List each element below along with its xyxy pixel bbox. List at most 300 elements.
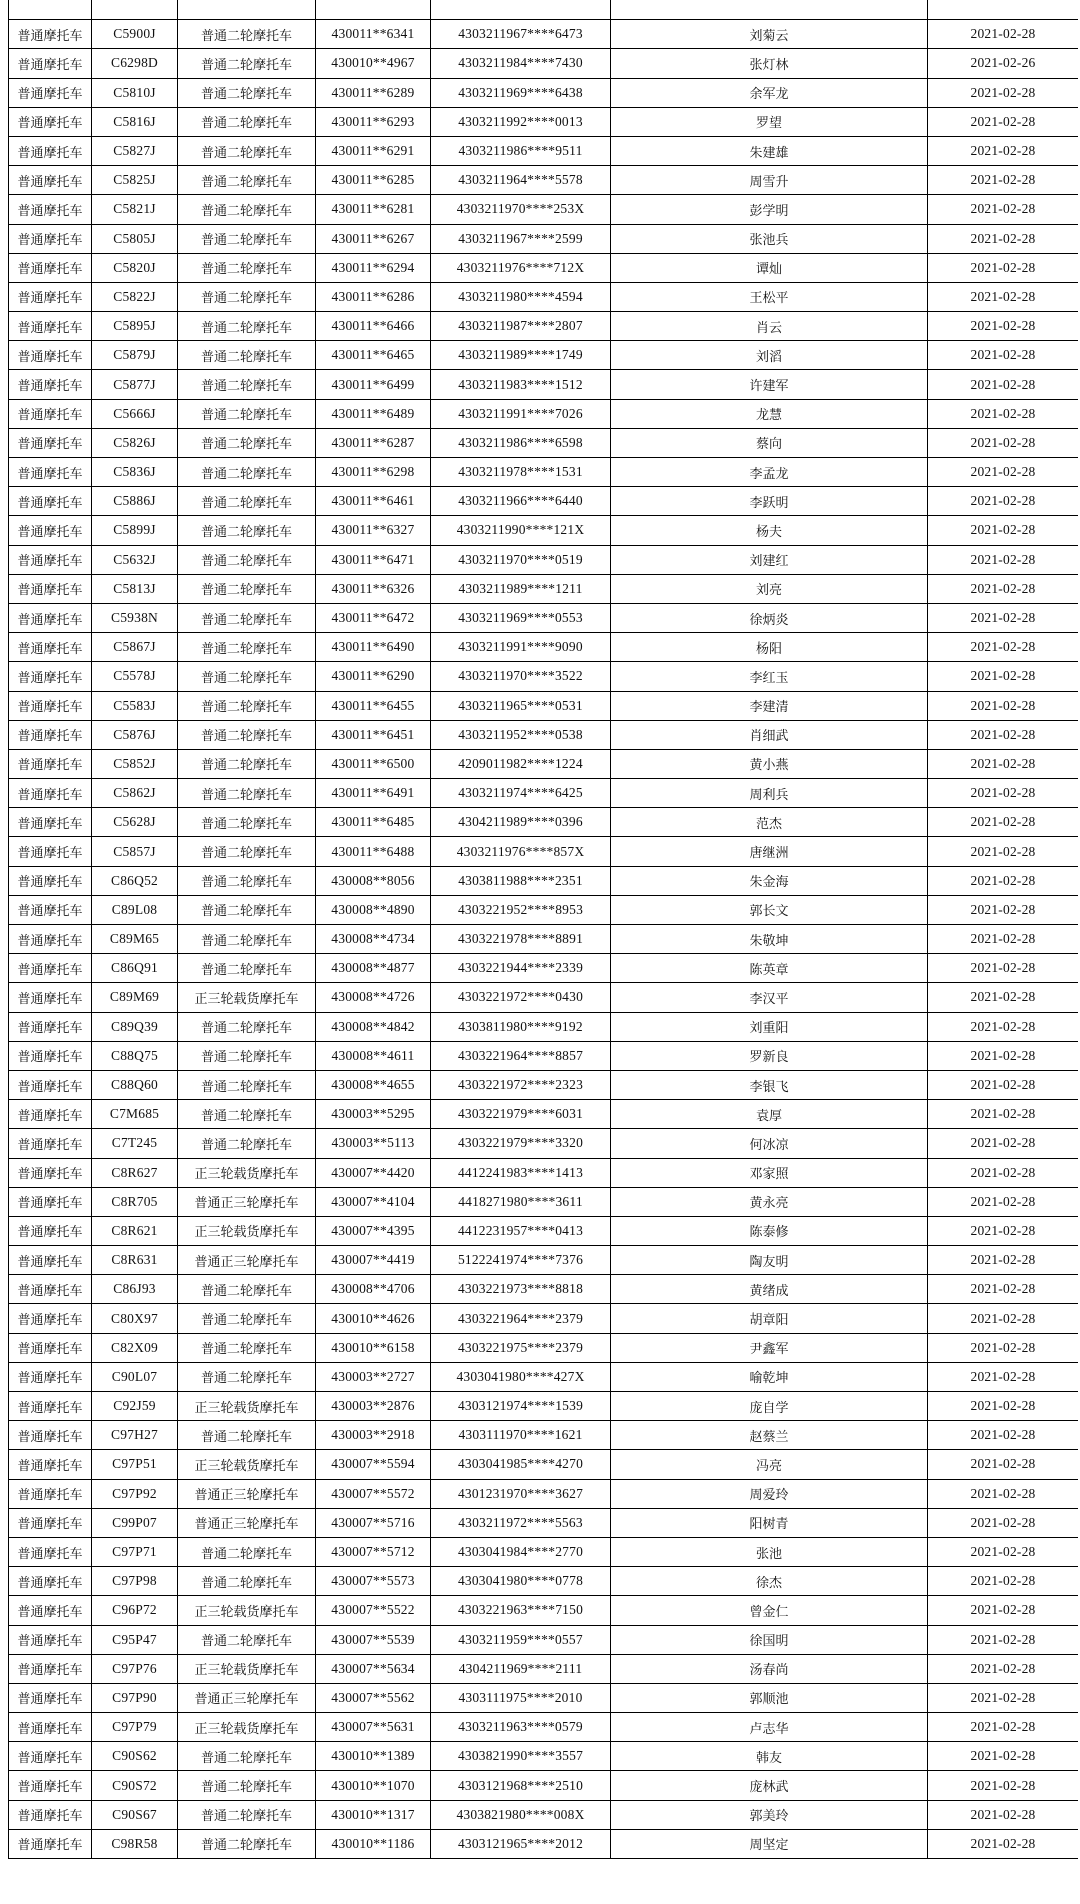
cell-vehicle-class: 普通摩托车 (9, 895, 92, 924)
cell-owner-name: 徐杰 (611, 1567, 928, 1596)
cell-id-number: 4303211967****6473 (431, 20, 611, 49)
cell-vehicle-class: 普通摩托车 (9, 253, 92, 282)
cell-id-number: 4303211969****6438 (431, 78, 611, 107)
cell-owner-name: 喻乾坤 (611, 1362, 928, 1391)
cell-id-number: 4303211991****9090 (431, 633, 611, 662)
cell-owner-name: 汤春尚 (611, 1654, 928, 1683)
cell-vehicle-class: 普通摩托车 (9, 808, 92, 837)
table-row (9, 720, 1079, 749)
cell-vehicle-type: 正三轮载货摩托车 (178, 1596, 316, 1625)
cell-id-number: 4303211978****1531 (431, 458, 611, 487)
cell-cert-number: 430011**6298 (316, 458, 431, 487)
cell-owner-name: 余军龙 (611, 78, 928, 107)
cell-owner-name: 郭美玲 (611, 1800, 928, 1829)
cell-date: 2021-02-28 (928, 1246, 1079, 1275)
table-row (9, 779, 1079, 808)
cell-owner-name: 庞林武 (611, 1771, 928, 1800)
cell-vehicle-class: 普通摩托车 (9, 1800, 92, 1829)
cell-date: 2021-02-28 (928, 1713, 1079, 1742)
cell-cert-number: 430010**1317 (316, 1800, 431, 1829)
table-row (9, 1450, 1079, 1479)
cell-id-number: 4304211989****0396 (431, 808, 611, 837)
cell-date: 2021-02-28 (928, 1100, 1079, 1129)
cell-cert-number: 430007**4104 (316, 1187, 431, 1216)
cell-vehicle-type: 普通二轮摩托车 (178, 925, 316, 954)
cell-date: 2021-02-28 (928, 1537, 1079, 1566)
table-row (9, 399, 1079, 428)
cell-plate-number: C89L08 (92, 895, 178, 924)
cell-date: 2021-02-28 (928, 895, 1079, 924)
cell-vehicle-class: 普通摩托车 (9, 399, 92, 428)
registration-table-sheet (8, 0, 1078, 1904)
cell-cert-number: 430008**4877 (316, 954, 431, 983)
cell-owner-name: 庞自学 (611, 1392, 928, 1421)
cell-plate-number: C5805J (92, 224, 178, 253)
cell-id-number: 4303221972****2323 (431, 1070, 611, 1099)
cell-owner-name: 周坚定 (611, 1829, 928, 1858)
table-row (9, 1567, 1079, 1596)
cell-vehicle-class: 普通摩托车 (9, 1479, 92, 1508)
cell-vehicle-type: 正三轮载货摩托车 (178, 1450, 316, 1479)
cell-owner-name: 阳树青 (611, 1508, 928, 1537)
cell-owner-name: 黄绪成 (611, 1275, 928, 1304)
table-row (9, 1771, 1079, 1800)
cell-date: 2021-02-28 (928, 779, 1079, 808)
cell-owner-name: 韩友 (611, 1742, 928, 1771)
cell-date: 2021-02-28 (928, 78, 1079, 107)
cell-date: 2021-02-28 (928, 253, 1079, 282)
cell-owner-name: 张池兵 (611, 224, 928, 253)
table-row (9, 1012, 1079, 1041)
cell-id-number: 4303211965****0531 (431, 691, 611, 720)
cell-date: 2021-02-28 (928, 487, 1079, 516)
cell-vehicle-class: 普通摩托车 (9, 1129, 92, 1158)
cell-plate-number: C5666J (92, 399, 178, 428)
cell-id-number: 4303211970****253X (431, 195, 611, 224)
cell-id-number: 4303211966****6440 (431, 487, 611, 516)
cell-vehicle-class: 普通摩托车 (9, 749, 92, 778)
cell-id-number: 4303211964****5578 (431, 166, 611, 195)
cell-owner-name: 罗新良 (611, 1041, 928, 1070)
cell-cert-number: 430010**4626 (316, 1304, 431, 1333)
cell-date: 2021-02-28 (928, 866, 1079, 895)
cell-vehicle-type: 普通二轮摩托车 (178, 1829, 316, 1858)
cell-vehicle-type: 普通二轮摩托车 (178, 1537, 316, 1566)
cell-cert-number: 430011**6500 (316, 749, 431, 778)
cell-plate-number: C5820J (92, 253, 178, 282)
cell-cert-number: 430011**6466 (316, 312, 431, 341)
cell-id-number: 4303221963****7150 (431, 1596, 611, 1625)
cell-cert-number: 430011**6455 (316, 691, 431, 720)
cell-vehicle-type: 普通二轮摩托车 (178, 1625, 316, 1654)
table-row (9, 691, 1079, 720)
cell-cert-number: 430003**5295 (316, 1100, 431, 1129)
cell-owner-name: 邓家照 (611, 1158, 928, 1187)
cell-id-number: 4303211959****0557 (431, 1625, 611, 1654)
cell-vehicle-type: 普通二轮摩托车 (178, 1129, 316, 1158)
cell-date: 2021-02-28 (928, 662, 1079, 691)
cell-plate-number: C90S67 (92, 1800, 178, 1829)
cell-owner-name: 张灯林 (611, 49, 928, 78)
cell-date: 2021-02-28 (928, 20, 1079, 49)
cell-vehicle-class: 普通摩托车 (9, 341, 92, 370)
cell-cert-number: 430008**4726 (316, 983, 431, 1012)
cell-vehicle-class: 普通摩托车 (9, 1771, 92, 1800)
cell-date: 2021-02-28 (928, 925, 1079, 954)
cell-plate-number: C97P79 (92, 1713, 178, 1742)
cell-cert-number: 430008**4706 (316, 1275, 431, 1304)
cell-date: 2021-02-28 (928, 1012, 1079, 1041)
cell-vehicle-class: 普通摩托车 (9, 49, 92, 78)
cell-vehicle-type: 普通二轮摩托车 (178, 1421, 316, 1450)
table-row (9, 1100, 1079, 1129)
cell-vehicle-type: 普通二轮摩托车 (178, 78, 316, 107)
cell-vehicle-type: 普通二轮摩托车 (178, 166, 316, 195)
cell-cert-number: 430011**6472 (316, 603, 431, 632)
cell-owner-name: 卢志华 (611, 1713, 928, 1742)
cell-plate-number: C5877J (92, 370, 178, 399)
cell-date: 2021-02-28 (928, 1070, 1079, 1099)
cell-id-number: 4303211974****6425 (431, 779, 611, 808)
cell-plate-number: C5827J (92, 136, 178, 165)
table-row (9, 895, 1079, 924)
cell-empty (178, 0, 316, 20)
cell-vehicle-type: 普通正三轮摩托车 (178, 1187, 316, 1216)
cell-plate-number: C7M685 (92, 1100, 178, 1129)
cell-date: 2021-02-28 (928, 136, 1079, 165)
cell-vehicle-type: 普通二轮摩托车 (178, 1070, 316, 1099)
cell-plate-number: C5938N (92, 603, 178, 632)
cell-cert-number: 430007**5716 (316, 1508, 431, 1537)
cell-vehicle-class: 普通摩托车 (9, 136, 92, 165)
cell-date: 2021-02-28 (928, 954, 1079, 983)
cell-owner-name: 郭长文 (611, 895, 928, 924)
cell-vehicle-type: 普通二轮摩托车 (178, 224, 316, 253)
table-row (9, 107, 1079, 136)
cell-id-number: 4303211976****857X (431, 837, 611, 866)
cell-plate-number: C5876J (92, 720, 178, 749)
cell-vehicle-class: 普通摩托车 (9, 107, 92, 136)
cell-plate-number: C99P07 (92, 1508, 178, 1537)
cell-vehicle-class: 普通摩托车 (9, 1333, 92, 1362)
cell-vehicle-type: 普通二轮摩托车 (178, 954, 316, 983)
cell-id-number: 4209011982****1224 (431, 749, 611, 778)
cell-vehicle-class: 普通摩托车 (9, 428, 92, 457)
cell-plate-number: C5899J (92, 516, 178, 545)
cell-id-number: 4303041984****2770 (431, 1537, 611, 1566)
cell-date: 2021-02-28 (928, 195, 1079, 224)
cell-cert-number: 430007**5573 (316, 1567, 431, 1596)
table-row (9, 1596, 1079, 1625)
cell-vehicle-type: 普通二轮摩托车 (178, 107, 316, 136)
cell-cert-number: 430008**4611 (316, 1041, 431, 1070)
cell-vehicle-class: 普通摩托车 (9, 1508, 92, 1537)
cell-id-number: 4303221975****2379 (431, 1333, 611, 1362)
cell-vehicle-class: 普通摩托车 (9, 1829, 92, 1858)
cell-id-number: 4303111975****2010 (431, 1683, 611, 1712)
cell-owner-name: 刘亮 (611, 574, 928, 603)
cell-vehicle-type: 普通二轮摩托车 (178, 895, 316, 924)
cell-vehicle-class: 普通摩托车 (9, 1246, 92, 1275)
table-row (9, 282, 1079, 311)
table-row (9, 983, 1079, 1012)
cell-empty (92, 0, 178, 20)
cell-cert-number: 430007**5572 (316, 1479, 431, 1508)
cell-date: 2021-02-28 (928, 1771, 1079, 1800)
cell-id-number: 4303041985****4270 (431, 1450, 611, 1479)
cell-id-number: 4303221973****8818 (431, 1275, 611, 1304)
cell-vehicle-class: 普通摩托车 (9, 1567, 92, 1596)
cell-date: 2021-02-28 (928, 428, 1079, 457)
cell-cert-number: 430011**6281 (316, 195, 431, 224)
cell-plate-number: C5825J (92, 166, 178, 195)
cell-cert-number: 430007**4419 (316, 1246, 431, 1275)
table-row (9, 1070, 1079, 1099)
cell-vehicle-class: 普通摩托车 (9, 720, 92, 749)
cell-cert-number: 430008**4655 (316, 1070, 431, 1099)
cell-vehicle-type: 普通二轮摩托车 (178, 428, 316, 457)
cell-owner-name: 刘建红 (611, 545, 928, 574)
cell-cert-number: 430011**6293 (316, 107, 431, 136)
cell-id-number: 4303211972****5563 (431, 1508, 611, 1537)
cell-date: 2021-02-28 (928, 341, 1079, 370)
cell-date: 2021-02-28 (928, 282, 1079, 311)
cell-vehicle-type: 普通二轮摩托车 (178, 1800, 316, 1829)
cell-date: 2021-02-28 (928, 1129, 1079, 1158)
table-row (9, 749, 1079, 778)
table-row (9, 428, 1079, 457)
table-row (9, 1041, 1079, 1070)
cell-vehicle-class: 普通摩托车 (9, 1713, 92, 1742)
cell-cert-number: 430003**2727 (316, 1362, 431, 1391)
table-row (9, 20, 1079, 49)
cell-cert-number: 430007**5539 (316, 1625, 431, 1654)
cell-cert-number: 430011**6285 (316, 166, 431, 195)
cell-owner-name: 彭学明 (611, 195, 928, 224)
cell-owner-name: 李红玉 (611, 662, 928, 691)
cell-id-number: 4303211970****0519 (431, 545, 611, 574)
cell-cert-number: 430003**5113 (316, 1129, 431, 1158)
cell-id-number: 4303211967****2599 (431, 224, 611, 253)
cell-plate-number: C8R631 (92, 1246, 178, 1275)
cell-owner-name: 杨夫 (611, 516, 928, 545)
table-row-partial (9, 0, 1079, 20)
cell-vehicle-type: 普通二轮摩托车 (178, 545, 316, 574)
table-row (9, 1479, 1079, 1508)
cell-plate-number: C5900J (92, 20, 178, 49)
cell-vehicle-class: 普通摩托车 (9, 516, 92, 545)
cell-cert-number: 430011**6485 (316, 808, 431, 837)
cell-cert-number: 430003**2918 (316, 1421, 431, 1450)
cell-owner-name: 周雪升 (611, 166, 928, 195)
cell-cert-number: 430003**2876 (316, 1392, 431, 1421)
cell-plate-number: C5826J (92, 428, 178, 457)
table-body (9, 0, 1079, 1859)
cell-id-number: 4303211976****712X (431, 253, 611, 282)
cell-vehicle-class: 普通摩托车 (9, 1158, 92, 1187)
cell-vehicle-type: 普通正三轮摩托车 (178, 1683, 316, 1712)
cell-date: 2021-02-28 (928, 691, 1079, 720)
cell-plate-number: C96P72 (92, 1596, 178, 1625)
cell-cert-number: 430010**1186 (316, 1829, 431, 1858)
cell-id-number: 4303211984****7430 (431, 49, 611, 78)
cell-cert-number: 430011**6491 (316, 779, 431, 808)
cell-cert-number: 430008**8056 (316, 866, 431, 895)
table-row (9, 662, 1079, 691)
cell-cert-number: 430008**4842 (316, 1012, 431, 1041)
cell-id-number: 4303211983****1512 (431, 370, 611, 399)
cell-cert-number: 430007**5712 (316, 1537, 431, 1566)
cell-plate-number: C88Q60 (92, 1070, 178, 1099)
cell-vehicle-type: 普通二轮摩托车 (178, 49, 316, 78)
cell-cert-number: 430010**4967 (316, 49, 431, 78)
table-row (9, 1625, 1079, 1654)
table-row (9, 1683, 1079, 1712)
cell-cert-number: 430011**6267 (316, 224, 431, 253)
table-row (9, 1333, 1079, 1362)
cell-owner-name: 唐继洲 (611, 837, 928, 866)
cell-id-number: 4303121968****2510 (431, 1771, 611, 1800)
cell-vehicle-type: 普通二轮摩托车 (178, 1012, 316, 1041)
cell-owner-name: 谭灿 (611, 253, 928, 282)
cell-cert-number: 430011**6489 (316, 399, 431, 428)
cell-vehicle-class: 普通摩托车 (9, 1362, 92, 1391)
cell-id-number: 4303211969****0553 (431, 603, 611, 632)
table-row (9, 603, 1079, 632)
cell-date: 2021-02-28 (928, 107, 1079, 136)
cell-owner-name: 胡章阳 (611, 1304, 928, 1333)
cell-plate-number: C5857J (92, 837, 178, 866)
cell-vehicle-class: 普通摩托车 (9, 1275, 92, 1304)
cell-owner-name: 袁厚 (611, 1100, 928, 1129)
cell-plate-number: C90L07 (92, 1362, 178, 1391)
cell-plate-number: C97P76 (92, 1654, 178, 1683)
cell-vehicle-type: 普通二轮摩托车 (178, 253, 316, 282)
cell-plate-number: C5822J (92, 282, 178, 311)
table-row (9, 136, 1079, 165)
cell-vehicle-type: 普通二轮摩托车 (178, 662, 316, 691)
cell-cert-number: 430008**4734 (316, 925, 431, 954)
cell-date: 2021-02-28 (928, 1304, 1079, 1333)
cell-date: 2021-02-28 (928, 1158, 1079, 1187)
cell-owner-name: 徐炳炎 (611, 603, 928, 632)
cell-vehicle-type: 正三轮载货摩托车 (178, 1158, 316, 1187)
cell-owner-name: 朱敬坤 (611, 925, 928, 954)
table-row (9, 1537, 1079, 1566)
cell-plate-number: C5836J (92, 458, 178, 487)
table-row (9, 1742, 1079, 1771)
cell-owner-name: 李孟龙 (611, 458, 928, 487)
cell-vehicle-type: 普通二轮摩托车 (178, 1362, 316, 1391)
table-row (9, 516, 1079, 545)
cell-date: 2021-02-28 (928, 1654, 1079, 1683)
table-row (9, 78, 1079, 107)
cell-vehicle-type: 普通二轮摩托车 (178, 487, 316, 516)
cell-vehicle-type: 正三轮载货摩托车 (178, 1713, 316, 1742)
cell-cert-number: 430011**6490 (316, 633, 431, 662)
cell-id-number: 4303211989****1749 (431, 341, 611, 370)
table-row (9, 1800, 1079, 1829)
table-row (9, 1392, 1079, 1421)
cell-vehicle-type: 普通二轮摩托车 (178, 1304, 316, 1333)
cell-vehicle-type: 普通二轮摩托车 (178, 866, 316, 895)
cell-vehicle-class: 普通摩托车 (9, 487, 92, 516)
cell-owner-name: 李跃明 (611, 487, 928, 516)
cell-vehicle-type: 普通二轮摩托车 (178, 399, 316, 428)
cell-date: 2021-02-28 (928, 837, 1079, 866)
cell-date: 2021-02-28 (928, 516, 1079, 545)
cell-owner-name: 肖云 (611, 312, 928, 341)
cell-vehicle-type: 普通二轮摩托车 (178, 1100, 316, 1129)
table-row (9, 1158, 1079, 1187)
cell-vehicle-type: 普通二轮摩托车 (178, 720, 316, 749)
cell-vehicle-type: 正三轮载货摩托车 (178, 983, 316, 1012)
cell-cert-number: 430011**6287 (316, 428, 431, 457)
cell-owner-name: 范杰 (611, 808, 928, 837)
table-row (9, 1654, 1079, 1683)
cell-empty (928, 0, 1079, 20)
cell-plate-number: C86Q91 (92, 954, 178, 983)
table-row (9, 1304, 1079, 1333)
cell-id-number: 4303121965****2012 (431, 1829, 611, 1858)
cell-owner-name: 郭顺池 (611, 1683, 928, 1712)
cell-owner-name: 罗望 (611, 107, 928, 136)
cell-plate-number: C92J59 (92, 1392, 178, 1421)
cell-id-number: 4303211987****2807 (431, 312, 611, 341)
cell-owner-name: 张池 (611, 1537, 928, 1566)
cell-id-number: 4303221964****8857 (431, 1041, 611, 1070)
cell-vehicle-class: 普通摩托车 (9, 1654, 92, 1683)
cell-date: 2021-02-28 (928, 312, 1079, 341)
cell-cert-number: 430011**6326 (316, 574, 431, 603)
cell-cert-number: 430011**6294 (316, 253, 431, 282)
cell-id-number: 4303221979****3320 (431, 1129, 611, 1158)
cell-owner-name: 刘滔 (611, 341, 928, 370)
cell-date: 2021-02-26 (928, 49, 1079, 78)
cell-vehicle-class: 普通摩托车 (9, 282, 92, 311)
cell-date: 2021-02-28 (928, 983, 1079, 1012)
cell-vehicle-type: 普通二轮摩托车 (178, 1333, 316, 1362)
cell-cert-number: 430011**6289 (316, 78, 431, 107)
cell-date: 2021-02-28 (928, 574, 1079, 603)
cell-id-number: 4303211990****121X (431, 516, 611, 545)
table-row (9, 837, 1079, 866)
cell-plate-number: C5632J (92, 545, 178, 574)
cell-owner-name: 朱建雄 (611, 136, 928, 165)
cell-vehicle-type: 普通二轮摩托车 (178, 1041, 316, 1070)
cell-date: 2021-02-28 (928, 370, 1079, 399)
cell-vehicle-type: 普通正三轮摩托车 (178, 1479, 316, 1508)
cell-plate-number: C80X97 (92, 1304, 178, 1333)
cell-empty (611, 0, 928, 20)
table-row (9, 1713, 1079, 1742)
cell-vehicle-class: 普通摩托车 (9, 983, 92, 1012)
cell-owner-name: 冯亮 (611, 1450, 928, 1479)
cell-plate-number: C95P47 (92, 1625, 178, 1654)
cell-vehicle-type: 普通二轮摩托车 (178, 195, 316, 224)
table-row (9, 458, 1079, 487)
cell-date: 2021-02-28 (928, 1625, 1079, 1654)
table-row (9, 954, 1079, 983)
cell-cert-number: 430011**6286 (316, 282, 431, 311)
cell-cert-number: 430011**6290 (316, 662, 431, 691)
cell-cert-number: 430008**4890 (316, 895, 431, 924)
cell-id-number: 4304211969****2111 (431, 1654, 611, 1683)
cell-plate-number: C89Q39 (92, 1012, 178, 1041)
cell-vehicle-type: 普通二轮摩托车 (178, 837, 316, 866)
cell-id-number: 4412231957****0413 (431, 1216, 611, 1245)
cell-plate-number: C5583J (92, 691, 178, 720)
